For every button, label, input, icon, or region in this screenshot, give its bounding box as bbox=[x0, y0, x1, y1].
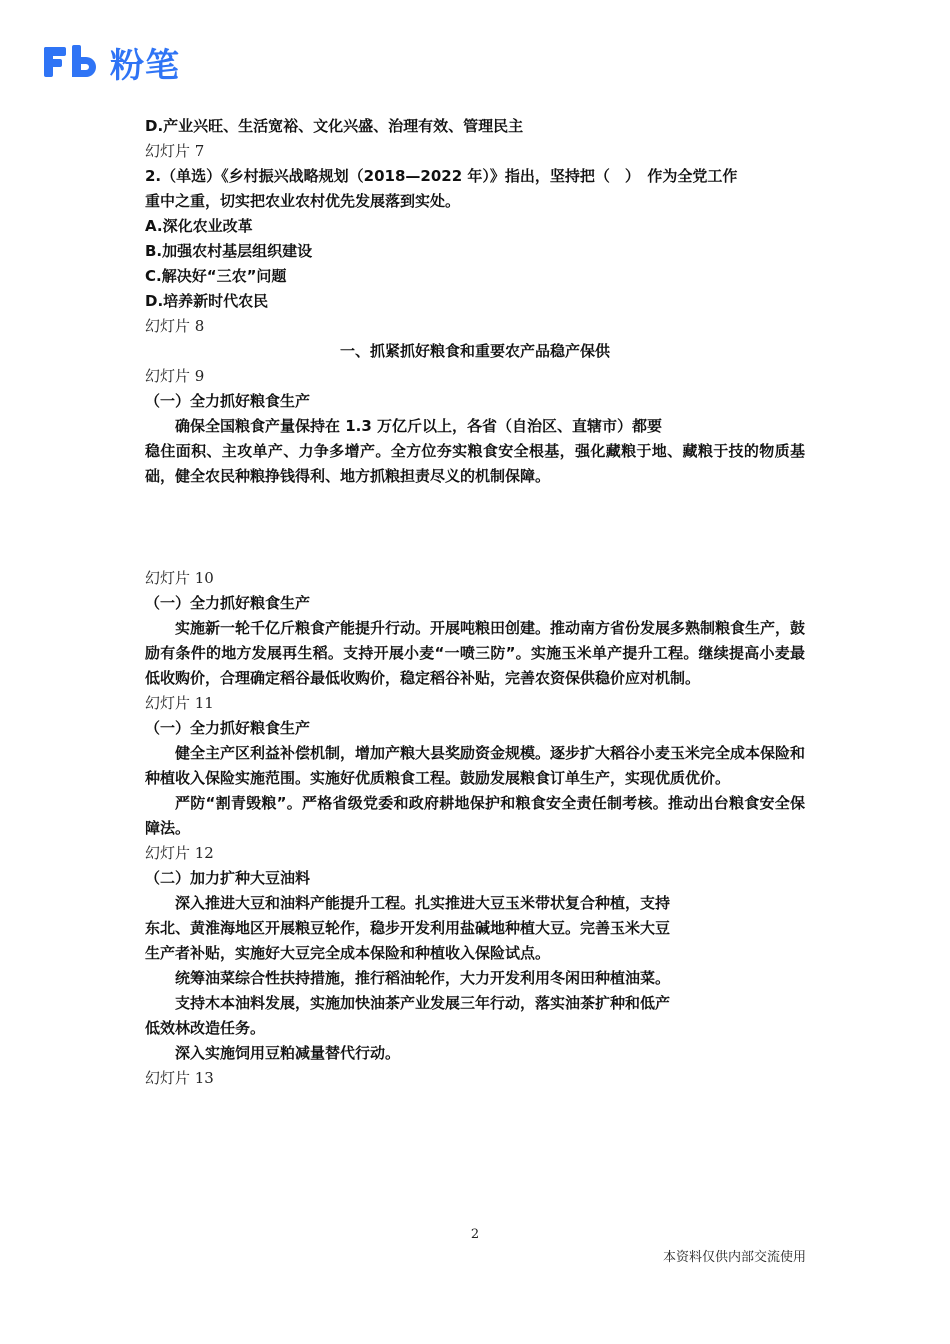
subsection-heading: （一）全力抓好粮食生产 bbox=[145, 594, 311, 612]
paragraph-12a-line3: 生产者补贴，实施好大豆完全成本保险和种植收入保险试点。 bbox=[145, 944, 551, 962]
subsection-heading: （二）加力扩种大豆油料 bbox=[145, 869, 311, 887]
paragraph-11b: 严防“割青毁粮”。严格省级党委和政府耕地保护和粮食安全责任制考核。推动出台粮食安全保障法。 bbox=[145, 794, 805, 837]
question-2-line1: 2.（单选）《乡村振兴战略规划（2018—2022 年）》指出，坚持把（ ） 作为全党工作 bbox=[145, 167, 738, 185]
subsection-heading: （一）全力抓好粮食生产 bbox=[145, 392, 311, 410]
option-b: B.加强农村基层组织建设 bbox=[145, 242, 313, 260]
slide-label-13: 幻灯片 13 bbox=[145, 1069, 214, 1087]
document-body bbox=[145, 114, 805, 1091]
paragraph-12c-line2: 低效林改造任务。 bbox=[145, 1019, 266, 1037]
paragraph-12c-line1: 支持木本油料发展，实施加快油茶产业发展三年行动，落实油茶扩种和低产 bbox=[175, 994, 671, 1012]
slide-label-11: 幻灯片 11 bbox=[145, 694, 214, 712]
paragraph-11a: 健全主产区利益补偿机制，增加产粮大县奖励资金规模。逐步扩大稻谷小麦玉米完全成本保险和种植收入保险实施范围。实施好优质粮食工程。鼓励发展粮食订单生产，实现优质优价。 bbox=[145, 744, 806, 787]
section-heading: 一、抓紧抓好粮食和重要农产品稳产保供 bbox=[339, 342, 610, 360]
question-2-line2: 重中之重，切实把农业农村优先发展落到实处。 bbox=[145, 192, 461, 210]
paragraph-12a-line1: 深入推进大豆和油料产能提升工程。扎实推进大豆玉米带状复合种植，支持 bbox=[175, 894, 671, 912]
option-a: A.深化农业改革 bbox=[145, 217, 253, 235]
paragraph-9-body: 稳住面积、主攻单产、力争多增产。全方位夯实粮食安全根基，强化藏粮于地、藏粮于技的物质基础，健全农民种粮挣钱得利、地方抓粮担责尽义的机制保障。 bbox=[145, 442, 805, 485]
brand-name: 粉笔 bbox=[110, 45, 180, 86]
slide-label-9: 幻灯片 9 bbox=[145, 367, 205, 385]
footer-note: 本资料仅供内部交流使用 bbox=[662, 1250, 806, 1265]
paragraph-9-line1: 确保全国粮食产量保持在 1.3 万亿斤以上，各省（自治区、直辖市）都要 bbox=[175, 417, 663, 435]
option-d: D.培养新时代农民 bbox=[145, 292, 269, 310]
slide-label-12: 幻灯片 12 bbox=[145, 844, 214, 862]
paragraph-12d: 深入实施饲用豆粕减量替代行动。 bbox=[175, 1044, 401, 1062]
page-number: 2 bbox=[470, 1227, 480, 1242]
slide-label-8: 幻灯片 8 bbox=[145, 317, 205, 335]
paragraph-10: 实施新一轮千亿斤粮食产能提升行动。开展吨粮田创建。推动南方省份发展多熟制粮食生产，鼓励有条件的地方发展再生稻。支持开展小麦“一喷三防”。实施玉米单产提升工程。继续提高小麦最低收购价，合理确定稻谷最低收购价，稳定稻谷补贴，完善农资保供稳价应对机制。 bbox=[145, 619, 806, 687]
brand-logo bbox=[42, 40, 180, 84]
option-d-prev: D.产业兴旺、生活宽裕、文化兴盛、治理有效、管理民主 bbox=[145, 117, 524, 135]
slide-label-10: 幻灯片 10 bbox=[145, 569, 214, 587]
fb-logo-icon bbox=[42, 43, 106, 81]
slide-label-7: 幻灯片 7 bbox=[145, 142, 205, 160]
blank-space bbox=[145, 489, 805, 566]
paragraph-12a-line2: 东北、黄淮海地区开展粮豆轮作，稳步开发利用盐碱地种植大豆。完善玉米大豆 bbox=[145, 919, 671, 937]
subsection-heading: （一）全力抓好粮食生产 bbox=[145, 719, 311, 737]
paragraph-12b: 统筹油菜综合性扶持措施，推行稻油轮作，大力开发利用冬闲田种植油菜。 bbox=[175, 969, 671, 987]
option-c: C.解决好“三农”问题 bbox=[145, 267, 287, 285]
